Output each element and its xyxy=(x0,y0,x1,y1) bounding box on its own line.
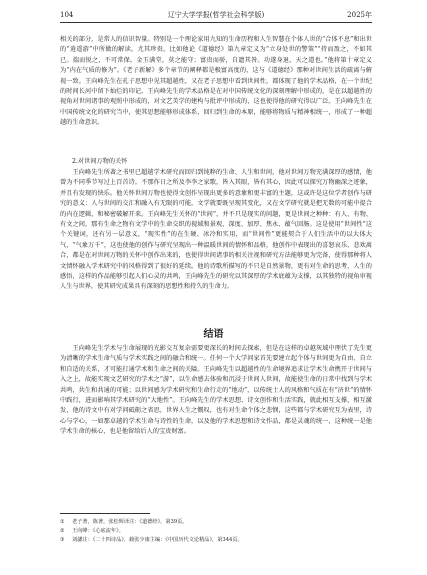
footnote-marker: ② xyxy=(60,528,65,534)
publication-year: 2025年 xyxy=(347,11,372,19)
body-paragraph-1 xyxy=(60,35,372,129)
body-paragraph-2 xyxy=(60,168,372,293)
footnote-marker: ③ xyxy=(60,537,65,543)
footnote-item xyxy=(60,518,372,527)
body-paragraph-2-text: 王向峰先生所著之书里已超越学术研究而回归到纯粹的生命、人生和世间，他对世间万物充满深厚的感情，他曾为不同季节写过上百首诗。不那作日之所及李李之家歌，皆入其眼，皆有其心，因此可以探究万物幽深之迹象，并且有发现的快乐。他关怀世间万物也使得文创作呈现出更多的意象和更丰富的主题，这或许是这位学者创作与研究的意义：人与世间的交汇和融入有无限的可能，文学就要既呈现其变化，又在文学研究就是把无数的可能中提合的内在逻辑，和秘密破解开来。王向峰先生关怀的“世间”，并不只是现实的问题，更是世间之种种：有人、有物、有文之间，那有生命之物有文学中的生命交织的视域和景观、深度、加厚、焦永、蕴气回肠。这是使用“世间性”这个关键词，还有另一层意义，“现实性”的在生硬、冰冷和实用，而“世间性”更能契合于人们生活中的以大体大气，“气象万千”，这也使他的创作与研究呈现出一种温暖世间的情怀和品格，他创作中表现出的喜怒哀乐、悲欢离合，都是在对世间万物的关怀中创作出来的，也使得世间诸事的相关注视和研究方法能够更为完备，使得那种将人文情怀融入学术研究中的风格得到了很好的延续。他的诗歌所描写的不只是自然景物，更有对生命的思考，人生的感悟，这样的作品能够引起人们心灵的共鸣，王向峰先生的研究以其深厚的学术底蕴为支撑，以其独特的视角审视人生与世界，使其研究成果具有深刻的思想性和持久的生命力。 xyxy=(60,169,372,291)
journal-title: 辽宁大学学报(哲学社会科学版) xyxy=(167,11,265,19)
subsection-heading: 2.对世间万物的关怀 xyxy=(72,158,128,165)
footnotes xyxy=(60,518,372,545)
page-number: 104 xyxy=(60,11,74,19)
footnote-item xyxy=(60,527,372,536)
body-paragraph-1-text: 相关的部分，是常人的信识智量。特别是一个理论家用九知的生命历程和人生智慧在个体人世的“合体不息”和出世的“逍遥游”中所做的解读，尤其珍贵。比如他论《道德经》第九章定义为“立身处世的警策”“持而盈之，不如其已。揣而锐之，不可常保。金玉满堂，莫之能守；富贵而骄，自遗其咎。功遂身退，天之道也。”他将第十章定义为“内在气质的修为”。《老子新解》多个章节的阐释都是极富高度的，这与《道德经》那种对世间生活的疏离与俯视一致。王向峰先生在孔子思想中见其超越性，又在老子思想中看到世间性，都体现了他的学术品格，在一个世纪的时间长河中留下灿烂的印记。王向峰先生的学术品格是在对中国传统文化的深刻理解中形成的，是在以超越性的视角对世间诸事的观照中形成的，对文艺美学的建构与批评中形成的，这也使得他的研究得以广泛。王向峰先生在中国传统文化的研究当中，使其思想能够形成体系，回归到生命的本原，能够将物质与精神相统一，形成了一种超越的生命意识。 xyxy=(60,36,372,127)
footnote-divider xyxy=(60,513,150,514)
running-header xyxy=(60,8,372,23)
footnote-marker: ① xyxy=(60,519,65,525)
footnote-item xyxy=(60,536,372,545)
footnote-text: 王向峰：《心底流年》。 xyxy=(72,528,124,534)
footnote-text: 刘勰注：《二十四诗品》，载张少康主编：《中国历代文论精品》，第344页。 xyxy=(72,537,243,543)
section-title: 结语 xyxy=(203,329,224,340)
conclusion-paragraph xyxy=(60,344,372,438)
conclusion-paragraph-text: 王向峰先生学术与生命展现的光影交互复杂需要更深长的时间去探索，但是在这样的卓越灰域中理伏了先生更为清晰的学术生命气质与学术实践之间的融合和统一。任何一个大学问家首先要建立起个体与世间更为自由、自立和自适的关系，才可能打通学术和生命之间的关隘。王向峰先生以超越性的生命境界追求让学术生命携开于世间与入之上，故能实现文艺研究的学术之“游”，以生命感去体验和沉浸于世间人世间，故能使生命的日常中找到与学术共鸣，共生和共通的可能；以世间感为学术研究和生命行走的“地动”，以传统士人的风格和气质在有“济世”的情怀中践行，进而影响其学术研究的“大地性”。王向峰先生的学术思想、诗文创作和生活实践，就此相互支撑，相互激发，他的诗文中有对学问砥砺之省思，世界人生之慨叹，也有对生命个体之悲悯，这些都与学术研究互为表里，诗心与学心，一如那卓越的学术生命与诗性的生命，以及他的学术思想和诗文作品，都是灵魂的统一，这种统一是他学术生命的核心，也是他留给后人的宝贵财富。 xyxy=(60,345,372,436)
footnote-text: 老子著，陈著，张松辉译注：《道德经》，第39页。 xyxy=(72,519,188,525)
